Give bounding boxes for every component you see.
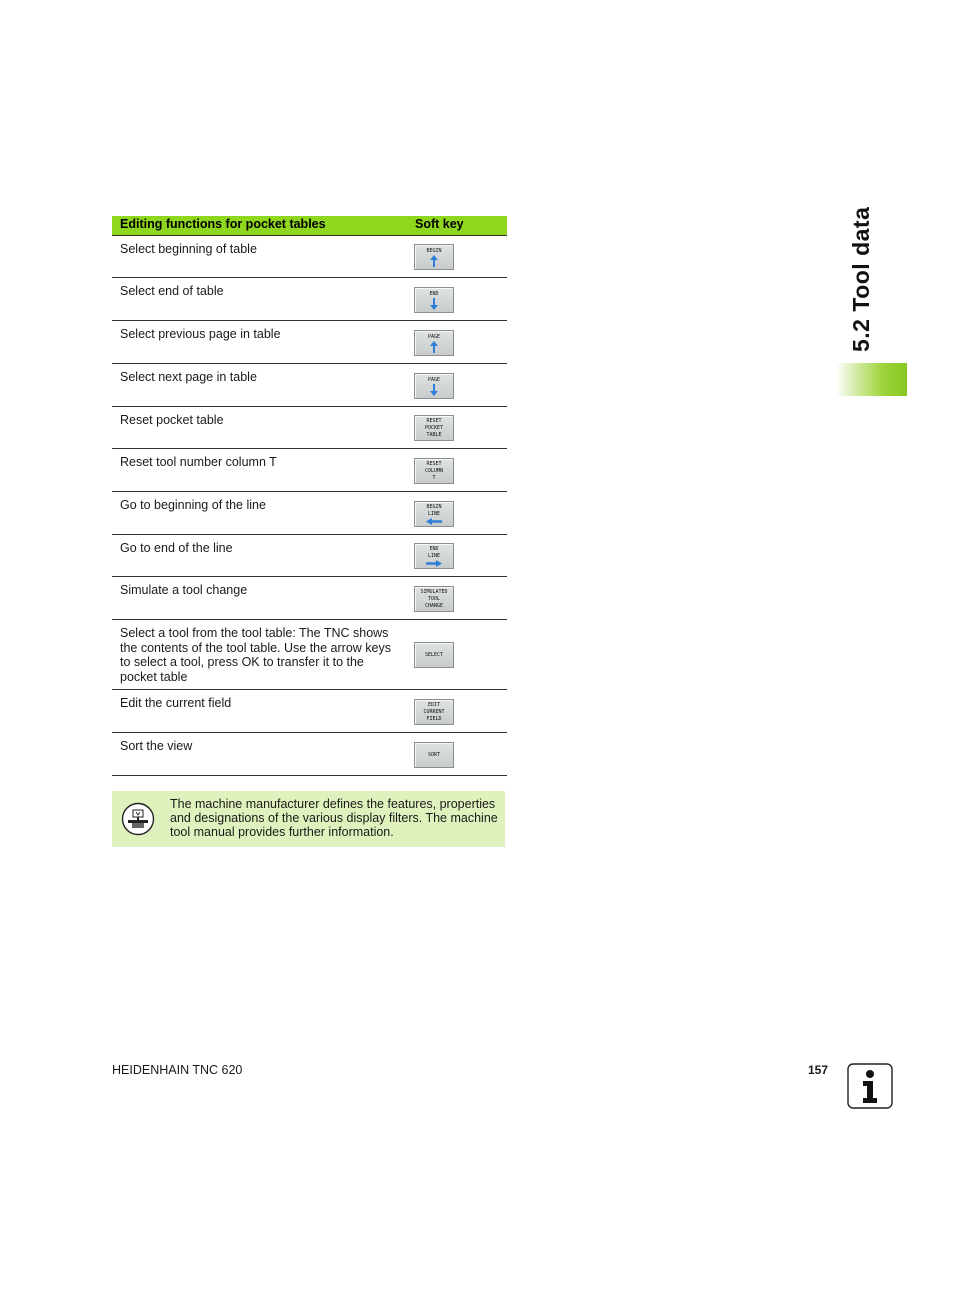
section-title: 5.2 Tool data — [848, 206, 874, 352]
arrow-up-icon — [429, 341, 439, 353]
soft-key-button[interactable] — [414, 244, 454, 270]
soft-key-label: COLUMN — [424, 467, 444, 474]
header-functions: Editing functions for pocket tables — [120, 217, 326, 231]
soft-key-label: PAGE — [427, 333, 441, 340]
section-tab-bar — [836, 363, 907, 396]
soft-key-label: TOOL — [427, 595, 441, 602]
soft-key-label: TABLE — [426, 431, 442, 438]
arrow-down-icon — [429, 298, 439, 310]
function-description: Reset tool number column T — [120, 455, 277, 469]
arrow-down-icon — [429, 384, 439, 396]
soft-key-button[interactable] — [414, 287, 454, 313]
table-row — [112, 492, 507, 535]
soft-key-label: END — [429, 545, 439, 552]
table-row — [112, 449, 507, 492]
soft-key-button[interactable] — [414, 458, 454, 484]
arrow-up-icon — [429, 255, 439, 267]
function-description: Go to end of the line — [120, 541, 233, 555]
soft-key-label: RESET — [426, 460, 442, 467]
soft-key-button[interactable] — [414, 699, 454, 725]
function-description: Sort the view — [120, 739, 193, 753]
soft-key-button[interactable] — [414, 330, 454, 356]
soft-key-label: BEGIN — [426, 503, 442, 510]
info-icon — [847, 1063, 893, 1109]
function-description: Simulate a tool change — [120, 583, 248, 597]
soft-key-label: PAGE — [427, 376, 441, 383]
function-description: Select next page in table — [120, 370, 257, 384]
soft-key-label: END — [429, 290, 439, 297]
table-row — [112, 620, 507, 690]
machine-tool-icon — [121, 802, 155, 836]
soft-key-label: CURRENT — [423, 708, 445, 715]
soft-key-button[interactable] — [414, 373, 454, 399]
table-row — [112, 364, 507, 407]
function-description: Select beginning of table — [120, 242, 257, 256]
soft-key-label: SIMULATED — [420, 588, 448, 595]
manufacturer-note — [112, 791, 505, 847]
table-row — [112, 321, 507, 364]
function-description: Select a tool from the tool table: The TNC shows the contents of the tool table. Use the arrow keys to select a tool, press OK to transfer it to the pocket table — [120, 626, 391, 684]
footer-product: HEIDENHAIN TNC 620 — [112, 1063, 243, 1077]
soft-key-label: RESET — [426, 417, 442, 424]
table-row — [112, 236, 507, 278]
function-description: Edit the current field — [120, 696, 232, 710]
function-description: Reset pocket table — [120, 413, 224, 427]
table-row — [112, 577, 507, 620]
soft-key-label: LINE — [427, 510, 441, 517]
soft-key-button[interactable] — [414, 543, 454, 569]
soft-key-label: CHANGE — [424, 602, 444, 609]
table-header — [112, 216, 507, 236]
table-row — [112, 407, 507, 449]
header-soft-key: Soft key — [415, 217, 464, 231]
arrow-left-icon — [426, 518, 442, 525]
soft-key-button[interactable] — [414, 642, 454, 668]
pocket-table-functions — [112, 216, 507, 776]
soft-key-button[interactable] — [414, 742, 454, 768]
soft-key-button[interactable] — [414, 586, 454, 612]
soft-key-button[interactable] — [414, 415, 454, 441]
arrow-right-icon — [426, 560, 442, 567]
soft-key-label: FIELD — [426, 715, 442, 722]
table-row — [112, 733, 507, 776]
table-row — [112, 690, 507, 733]
function-description: Select end of table — [120, 284, 224, 298]
soft-key-label: POCKET — [424, 424, 444, 431]
function-description: Go to beginning of the line — [120, 498, 266, 512]
soft-key-label: SELECT — [424, 651, 444, 658]
soft-key-label: SORT — [427, 751, 441, 758]
soft-key-label: EDIT — [427, 701, 441, 708]
note-text: The machine manufacturer defines the features, properties and designations of the various display filters. The machine tool manual provides further information. — [170, 797, 498, 839]
page-number: 157 — [808, 1063, 829, 1077]
table-row — [112, 535, 507, 577]
soft-key-label: LINE — [427, 552, 441, 559]
soft-key-label: T — [432, 474, 436, 481]
function-description: Select previous page in table — [120, 327, 281, 341]
table-row — [112, 278, 507, 321]
soft-key-button[interactable] — [414, 501, 454, 527]
soft-key-label: BEGIN — [426, 247, 442, 254]
